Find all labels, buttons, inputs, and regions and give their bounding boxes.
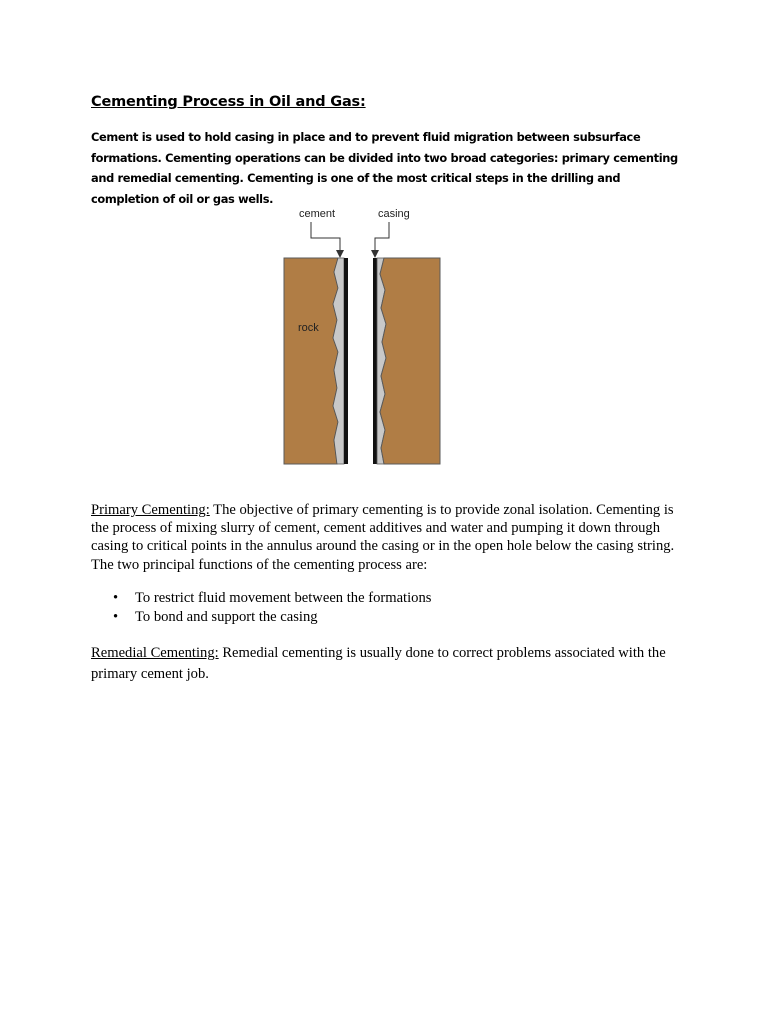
intro-paragraph: Cement is used to hold casing in place and to prevent fluid migration between subsurface formations. Cementing operations can be divided into two broad categories: primary cementing and remedial cementing. Cementing is one of the most critical steps in the drilling and completion of oil or gas wells. [91,130,678,206]
primary-cementing-heading: Primary Cementing: [91,502,210,518]
list-item-text: To restrict fluid movement between the formations [135,590,432,606]
left-casing-wall [344,258,348,464]
right-rock-formation [380,258,440,464]
cement-label: cement [299,208,336,220]
functions-list [91,589,691,627]
cementing-diagram [280,200,445,470]
left-rock-formation [284,258,338,464]
remedial-cementing-paragraph [91,643,691,685]
list-item [91,589,691,608]
casing-arrow-head [371,250,379,258]
casing-label: casing [378,208,410,220]
bullet-icon: • [113,590,119,606]
document-title: Cementing Process in Oil and Gas: [91,94,366,110]
primary-cementing-text: The objective of primary cementing is to provide zonal isolation. Cementing is the process of mixing slurry of cement, cement additives and water and pumping it down through casing to critical points in the annulus around the casing or in the open hole below the casing string. The two principal functions of the cementing process are: [91,502,675,573]
cement-arrow-line [311,222,340,252]
bullet-icon: • [113,609,119,625]
remedial-cementing-text: Remedial cementing is usually done to correct problems associated with the primary cement job. [91,645,666,682]
list-item [91,608,691,627]
right-casing-wall [373,258,377,464]
remedial-cementing-heading: Remedial Cementing: [91,645,219,661]
casing-arrow-line [375,222,389,252]
cement-arrow-head [336,250,344,258]
list-item-text: To bond and support the casing [135,609,318,625]
rock-label: rock [298,322,319,334]
primary-cementing-paragraph [91,501,691,574]
